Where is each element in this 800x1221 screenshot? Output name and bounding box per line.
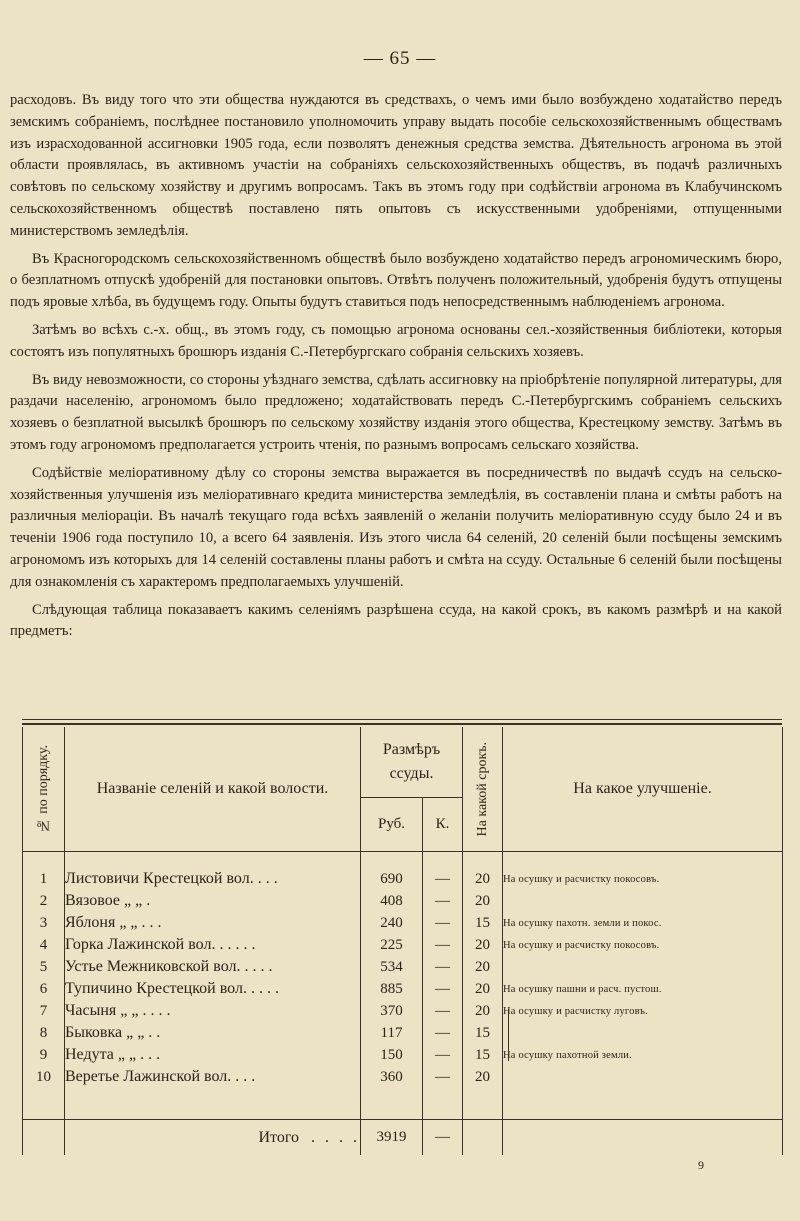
table-row: [23, 1000, 783, 1022]
row-number: 10: [23, 1066, 65, 1088]
loan-term: 20: [463, 956, 503, 978]
village-name: Листовичи Крестецкой вол. . . .: [65, 868, 361, 890]
improvement-purpose: На осушку и расчистку покосовъ.: [503, 868, 783, 890]
improvement-purpose: На осушку и расчистку покосовъ.: [503, 934, 783, 956]
loan-rub: 408: [361, 890, 423, 912]
loan-rub: 240: [361, 912, 423, 934]
loan-term: 20: [463, 1000, 503, 1022]
loan-kop: —: [423, 1022, 463, 1044]
village-name: Быковка „ „ . .: [65, 1022, 361, 1044]
improvement-purpose: На осушку пахотн. земли и покос.: [503, 912, 783, 934]
paragraph: расходовъ. Въ виду того что эти общества нуждаются въ средствахъ, о чемъ ими было возбуждено ходатайство передъ земскимъ собраніемъ, послѣднее постановило уполномочить управу выдать пособіе сельскохозяйственнымъ обществамъ изъ израсходованной ассигновки 1905 года, если позволятъ денежныя средства земства. Дѣятельность агронома въ этой области проявлялась, въ активномъ участіи на собраніяхъ сельскохозяйственныхъ обществъ, въ подачѣ различныхъ совѣтовъ по сельскому хозяйству и другимъ вопросамъ. Такъ въ этомъ году при содѣйствіи агронома въ Клабучинскомъ сельскохозяйственномъ обществѣ поставлено пять опытовъ съ искусственными удобреніями, отпущенными министерствомъ земледѣлія.: [10, 92, 782, 239]
loan-term: 20: [463, 868, 503, 890]
improvement-purpose: [503, 1066, 783, 1088]
village-name: Вязовое „ „ .: [65, 890, 361, 912]
loan-term: 20: [463, 890, 503, 912]
row-number: 2: [23, 890, 65, 912]
loan-kop: —: [423, 1066, 463, 1088]
loan-rub: 360: [361, 1066, 423, 1088]
total-row: [23, 1120, 783, 1155]
total-label: Итого: [258, 1128, 299, 1146]
page-number: — 65 —: [363, 48, 437, 69]
loan-term: 15: [463, 912, 503, 934]
loan-table: [22, 727, 783, 1155]
loan-rub: 150: [361, 1044, 423, 1066]
village-name: Веретье Лажинской вол. . . .: [65, 1066, 361, 1088]
improvement-purpose: [503, 890, 783, 912]
loan-rub: 117: [361, 1022, 423, 1044]
row-number: 5: [23, 956, 65, 978]
loan-term: 20: [463, 934, 503, 956]
paragraph: Затѣмъ во всѣхъ с.-х. общ., въ этомъ году, съ помощью агронома основаны сел.-хозяйственныя библіотеки, которыя состоятъ изъ популятныхъ брошюръ изданія С.-Петербургскаго собранія сельскихъ хозяевъ.: [10, 321, 782, 360]
row-number: 8: [23, 1022, 65, 1044]
header-kop: К.: [423, 797, 463, 851]
paragraph: Въ Красногородскомъ сельскохозяйственномъ обществѣ было возбуждено ходатайство передъ агрономическимъ бюро, о безплатномъ отпускѣ удобреній для постановки опытовъ. Отвѣтъ полученъ положительный, удобренія будутъ отпущены подъ яровые хлѣба, въ будущемъ году. Опыты будутъ ставиться подъ непосредственнымъ наблюденіемъ агронома.: [10, 250, 782, 311]
row-number: 6: [23, 978, 65, 1000]
loan-rub: 370: [361, 1000, 423, 1022]
table-top-rule: [22, 719, 782, 720]
loan-term: 20: [463, 978, 503, 1000]
loan-kop: —: [423, 912, 463, 934]
header-number: № по порядку.: [23, 727, 65, 851]
header-purpose: На какое улучшеніе.: [503, 727, 783, 851]
signature-mark: 9: [698, 1158, 704, 1172]
loan-kop: —: [423, 890, 463, 912]
improvement-purpose: На осушку и расчистку луговъ.: [503, 1000, 783, 1022]
loan-kop: —: [423, 978, 463, 1000]
improvement-purpose: На осушку пашни и расч. пустош.: [503, 978, 783, 1000]
loan-kop: —: [423, 868, 463, 890]
table-row: [23, 1022, 783, 1044]
loan-term: 20: [463, 1066, 503, 1088]
table-body: [23, 868, 783, 1088]
improvement-purpose: На осушку пахотной земли.: [503, 1044, 783, 1066]
table-row: [23, 956, 783, 978]
loan-rub: 225: [361, 934, 423, 956]
header-rub: Руб.: [361, 797, 423, 851]
village-name: Тупичино Крестецкой вол. . . . .: [65, 978, 361, 1000]
paragraph: Содѣйствіе меліоративному дѣлу со стороны земства выражается въ посредничествѣ по выдачѣ ссудъ на сельско-хозяйственныя улучшенія изъ меліоративнаго кредита министерства земледѣлія, въ составленіи плана и смѣты работъ на различныя меліораціи. Въ началѣ текущаго года всѣхъ заявленій о желаніи получить меліоративную ссуду было 24 и въ теченіи 1906 года поступило 10, а всего 64 заявленія. Изъ этого числа 64 селеній, 20 селеній были посѣщены земскимъ агрономомъ изъ которыхъ для 14 селеній составлены планы работъ и смѣта на ссуду. Остальные 6 селеній были посѣщены для ознакомленія съ характеромъ предполагаемыхъ улучшеній.: [10, 464, 782, 590]
row-number: 9: [23, 1044, 65, 1066]
loan-kop: —: [423, 956, 463, 978]
row-number: 7: [23, 1000, 65, 1022]
loan-rub: 885: [361, 978, 423, 1000]
village-name: Часыня „ „ . . . .: [65, 1000, 361, 1022]
table-row: [23, 978, 783, 1000]
table-top-rule-thick: [22, 723, 782, 725]
loan-term: 15: [463, 1044, 503, 1066]
paragraph: Слѣдующая таблица показаваетъ какимъ селеніямъ разрѣшена ссуда, на какой срокъ, въ какомъ размѣрѣ и на какой предметъ:: [10, 601, 782, 640]
improvement-purpose: [503, 1022, 783, 1044]
row-number: 1: [23, 868, 65, 890]
total-kop: —: [423, 1120, 463, 1155]
improvement-purpose: [503, 956, 783, 978]
loan-kop: —: [423, 1044, 463, 1066]
header-term: На какой срокъ.: [463, 727, 503, 851]
purpose-brace: [508, 1009, 513, 1061]
village-name: Горка Лажинской вол. . . . . .: [65, 934, 361, 956]
table-row: [23, 1044, 783, 1066]
table-row: [23, 912, 783, 934]
header-size: Размѣръ ссуды.: [361, 727, 463, 797]
paragraph: Въ виду невозможности, со стороны уѣзднаго земства, сдѣлать ассигновку на пріобрѣтеніе популярной литературы, для раздачи населенію, агрономомъ было предложено; ходатайствовать передъ С.-Петербургскимъ собраніемъ сельскихъ хозяевъ о безплатной высылкѣ брошюръ по сельскому хозяйству изданія этого общества, Крестецкому земству. Затѣмъ въ этомъ году агрономомъ предполагается устроить чтенія, по разнымъ вопросамъ сельскаго хозяйства.: [10, 371, 782, 453]
header-name: Названіе селеній и какой волости.: [65, 727, 361, 851]
loan-rub: 690: [361, 868, 423, 890]
village-name: Устье Межниковской вол. . . . .: [65, 956, 361, 978]
loan-kop: —: [423, 934, 463, 956]
total-dots: . . . .: [311, 1128, 360, 1146]
table-row: [23, 868, 783, 890]
village-name: Яблоня „ „ . . .: [65, 912, 361, 934]
table-row: [23, 934, 783, 956]
village-name: Недута „ „ . . .: [65, 1044, 361, 1066]
total-rub: 3919: [361, 1120, 423, 1155]
row-number: 3: [23, 912, 65, 934]
row-number: 4: [23, 934, 65, 956]
loan-term: 15: [463, 1022, 503, 1044]
table-row: [23, 890, 783, 912]
body-text: [10, 90, 782, 649]
loan-rub: 534: [361, 956, 423, 978]
table-row: [23, 1066, 783, 1088]
loan-kop: —: [423, 1000, 463, 1022]
